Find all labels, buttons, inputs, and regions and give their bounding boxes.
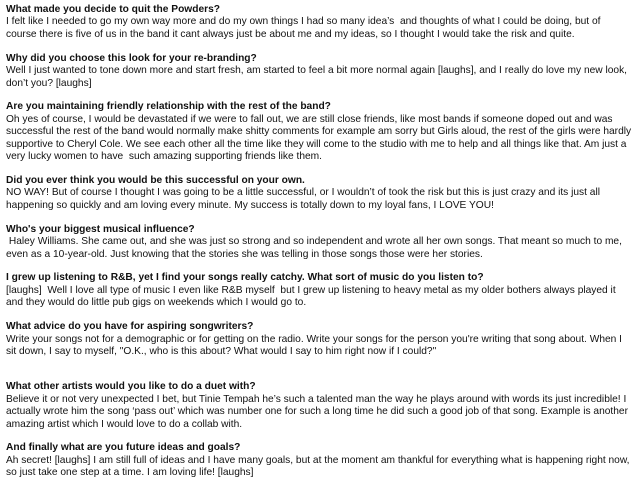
answer-text: NO WAY! But of course I thought I was going to be a little successful, or I wouldn’t of took the risk but this is just crazy and its just all happening so quickly and am loving every minute. My success is totally down to my loyal fans, I LOVE YOU!: [6, 187, 603, 211]
qa-block: [6, 272, 632, 309]
answer-text: I felt like I needed to go my own way more and do my own things I had so many idea’s and thoughts of what I could be doing, but of course there is five of us in the band it cant always just be about me and my ideas, so I thought I would take the risk and quite.: [6, 16, 604, 40]
answer-text: Well I just wanted to tone down more and start fresh, am started to feel a bit more normal again [laughs], and I really do love my new look, don’t you? [laughs]: [6, 65, 630, 89]
answer-text: Oh yes of course, I would be devastated if we were to fall out, we are still close friends, like most bands if someone doped out and was successful the rest of the band would normally make shitty comments for example am sorry but Girls aloud, the rest of the girls were hardly supportive to Cheryl Cole. We see each other all the time like they will come to the studio with me to help and all things like that. Am just a very lucky women to have such amazing supporting friends like them.: [6, 113, 634, 163]
qa-block: [6, 442, 632, 479]
question-text: What other artists would you like to do a duet with?: [6, 381, 256, 393]
question-text: What made you decide to quit the Powders?: [6, 4, 220, 15]
question-text: Who's your biggest musical influence?: [6, 223, 195, 235]
qa-block: [6, 175, 632, 212]
answer-text: [laughs] Well I love all type of music I even like R&B myself but I grew up listening to heavy metal as my older bothers always played it and they would do little pub gigs on weekends which I would go to.: [6, 284, 622, 309]
answer-text: Write your songs not for a demographic or for getting on the radio. Write your songs for the person you're writing that song about. When I sit down, I say to myself, "O.K., who is this about? What would I say to him right now if I could?": [6, 333, 625, 357]
question-text: Are you maintaining friendly relationship with the rest of the band?: [6, 101, 331, 113]
answer-text: Haley Williams. She came out, and she was just so strong and so independent and wrote all her own songs. That meant so much to me, even as a 10-year-old. Just knowing that the stories she was telling in those songs those were her stories.: [6, 236, 625, 260]
qa-block: [6, 4, 632, 41]
qa-block: [6, 101, 632, 163]
answer-text: Ah secret! [laughs] I am still full of ideas and I have many goals, but at the moment am thankful for everything what is happening right now, so just take one step at a time. I am loving life! [laughs]: [6, 454, 633, 479]
question-text: What advice do you have for aspiring songwriters?: [6, 321, 254, 333]
qa-block: [6, 224, 632, 261]
qa-block: [6, 321, 632, 358]
question-text: And finally what are you future ideas and goals?: [6, 442, 241, 454]
question-text: I grew up listening to R&B, yet I find your songs really catchy. What sort of music do you listen to?: [6, 272, 484, 284]
question-text: Why did you choose this look for your re-branding?: [6, 52, 257, 64]
question-text: Did you ever think you would be this successful on your own.: [6, 174, 305, 186]
qa-block: [6, 381, 632, 431]
qa-block: [6, 53, 632, 90]
answer-text: Believe it or not very unexpected I bet, but Tinie Tempah he’s such a talented man the way he plays around with words its just incredible! I actually wrote him the song ‘pass out’ which was number one for such a long time he did such a good job of that song. Example is another amazing artist which I would love to do a collab with.: [6, 393, 631, 430]
